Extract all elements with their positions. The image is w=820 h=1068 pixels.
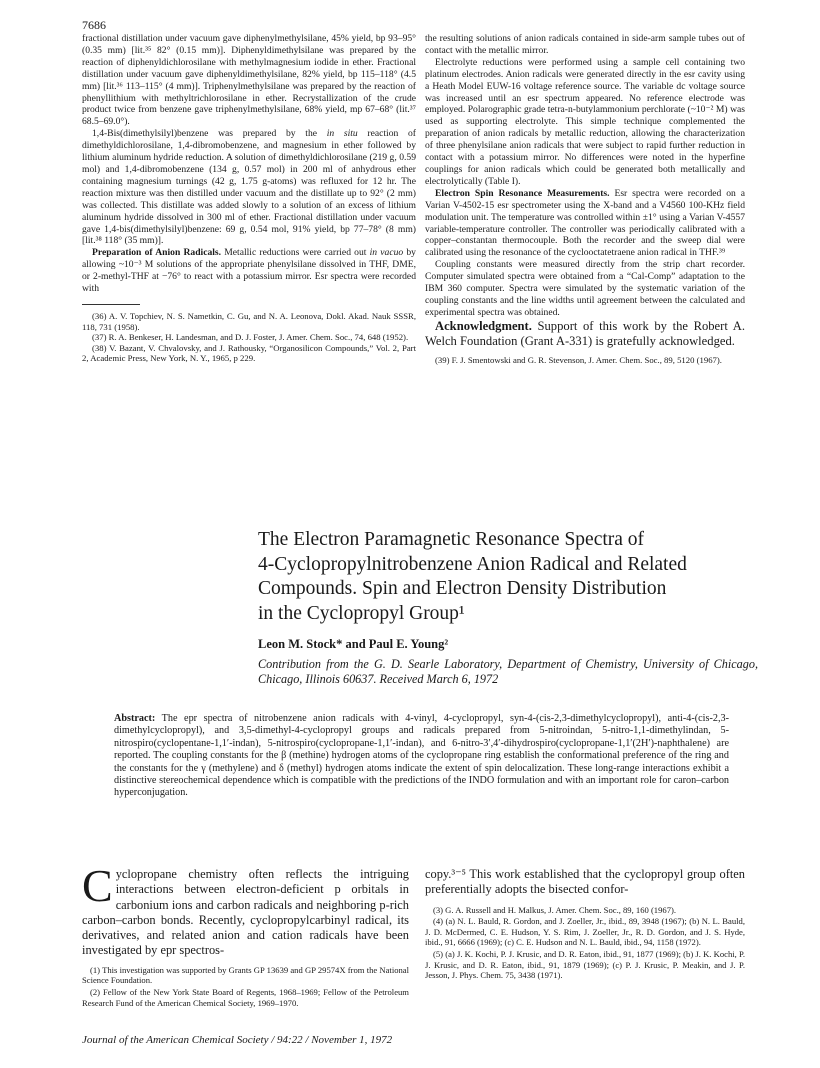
paragraph: Coupling constants were measured directly from the strip chart recorder. Computer simulated spectra were obtained from a “Cal-Comp” adaptation to the IBM 360 computer. Spectra were simulated by the systematic variation of the coupling constants and the line widths until agreement between the calculated and experimental spectra was obtained. — [425, 259, 745, 318]
footnote: (5) (a) J. K. Kochi, P. J. Krusic, and D. R. Eaton, ibid., 91, 1877 (1969); (b) J. K. Kochi, P. J. Krusic, and D. R. Eaton, ibid., 91, 1879 (1969); (c) P. J. Krusic, P. Meakin, and J. P. Jesson, J. Phys. Chem. 75, 3438 (1971). — [425, 948, 745, 981]
footnote: (36) A. V. Topchiev, N. S. Nametkin, C. Gu, and N. A. Leonova, Dokl. Akad. Nauk SSSR, 118, 731 (1958). — [82, 310, 416, 332]
acknowledgment: Acknowledgment. Support of this work by the Robert A. Welch Foundation (Grant A-331) is gratefully acknowledged. — [425, 318, 745, 348]
paragraph: Electrolyte reductions were performed using a sample cell containing two platinum electrodes. Anion radicals were generated directly in the esr cavity using a Heath Model EUW-16 voltage reference source. The variable dc voltage source was increased until an esr spectrum appeared. No reference electrode was employed. Polarographic grade tetra-n-butylammonium perchlorate (~10⁻² M) was used as supporting electrolyte. This simple technique complemented the preparation of anion radicals by metallic reduction, allowing the characterization of three phenylsilane anion radicals that were subject to rapid further reduction in contact with a potassium mirror. No differences were noted in the hyperfine couplings for anion radicals which could be generated both metallically and electrolytically (Table I). — [425, 56, 745, 187]
footnote: (3) G. A. Russell and H. Malkus, J. Amer. Chem. Soc., 89, 160 (1967). — [433, 904, 676, 915]
abstract: Abstract: The epr spectra of nitrobenzene anion radicals with 4-vinyl, 4-cyclopropyl, syn-4-(cis-2,3-dimethylcyclopropyl), anti-4-(cis-2,3-dimethylcyclopropyl), and 3,5-dimethyl-4-cyclopropyl groups and radicals prepared from 5-nitroindan, 5-nitro-1,1-dimethylindan, 5-nitrospiro(cyclopentane-1,1′-indan), 5-nitrospiro(cyclopropane-1,1′-indan), and 6-nitro-3′,4′-dihydrospiro(cyclopropane-1,1′(2H′)-naphthalene) are reported. The coupling constants for the β (methine) hydrogen atoms of the cyclopropane ring establish the conformational preference of the ring and the constants for the γ (methylene) and δ (methyl) hydrogen atoms indicate the extent of spin delocalization. These long-range interactions exhibit a distinctive stereochemical dependence which is compatible with the predictions of the INDO formulation and with an important role for caron–carbon hyperconjugation. — [114, 713, 729, 799]
footnote: (39) F. J. Smentowski and G. R. Stevenson, J. Amer. Chem. Soc., 89, 5120 (1967). — [435, 355, 722, 366]
footnote: (38) V. Bazant, V. Chvalovsky, and J. Rathousky, “Organosilicon Compounds,” Vol. 2, Part 2, Academic Press, New York, N. Y., 1965, p 229. — [82, 342, 416, 364]
footnote: (4) (a) N. L. Bauld, R. Gordon, and J. Zoeller, Jr., ibid., 89, 3948 (1967); (b) N. L. Bauld, J. D. McDermed, C. E. Hudson, Y. S. Rim, J. Zoeller, Jr., R. D. Gordon, and J. S. Hyde, ibid., 91, 6666 (1969); (c) C. E. Hudson and N. L. Bauld, ibid., 94, 1158 (1972). — [425, 916, 745, 948]
article-title: The Electron Paramagnetic Resonance Spectra of 4-Cyclopropylnitrobenzene Anion Radical and Related Compounds. Spin and Electron Density Distribution in the Cyclopropyl Group¹ — [258, 529, 687, 624]
paragraph: the resulting solutions of anion radicals contained in side-arm sample tubes out of contact with the metallic mirror. — [425, 33, 745, 56]
paragraph: fractional distillation under vacuum gave diphenylmethylsilane, 45% yield, bp 93–95° (0.35 mm) [lit.³⁵ 82° (0.15 mm)]. Diphenyldimethylsilane was prepared by the reaction of diphenyldichlorosilane with methylmagnesium iodide in ether. Fractional distillation under vacuum gave diphenyldimethylsilane, 82% yield, bp 115–118° (4.5 mm) [lit.³⁶ 113–115° (4 mm)]. Triphenylmethylsilane was prepared by the reaction of phenyllithium with methyltrichlorosilane in ether. Recrystallization of the crude product twice from benzene gave triphenylmethylsilane, 68% yield, mp 67–68° (lit.³⁷ 68.5–69.0°). — [82, 33, 416, 128]
left-column — [82, 33, 416, 364]
page-number: 7686 — [82, 18, 106, 32]
paragraph: Electron Spin Resonance Measurements. Esr spectra were recorded on a Varian V-4502-15 esr spectrometer using the X-band and a V4560 100-KHz field modulation unit. The temperature was controlled within ±1° using a Varian V-4557 variable-temperature controller. The controller was periodically calibrated with a copper–constantan thermocouple. Both the recorder and the sweep dial were calibrated using the resonance of the cyclooctatetraene anion radical in THF.³⁹ — [425, 187, 746, 259]
drop-cap: C — [82, 860, 113, 911]
footnote-divider — [82, 304, 140, 305]
intro-right: copy.³⁻⁵ This work established that the cyclopropyl group often preferentially adopts the bisected confor- (3) G. A. Russell and H. Malkus, J. Amer. Chem. Soc., 89, 160 (1967). (4) (a) N. L. Bauld, R. Gordon, and J. Zoeller, Jr., ibid., 89, 3948 (1967); (b) N. L. Bauld, J. D. McDermed, C. E. Hudson, Y. S. Rim, J. Zoeller, Jr., R. D. Gordon, and J. S. Hyde, ibid., 91, 6666 (1969); (c) C. E. Hudson and N. L. Bauld, ibid., 94, 1158 (1972). (5) (a) J. K. Kochi, P. J. Krusic, and D. R. Eaton, ibid., 91, 1877 (1969); (b) J. K. Kochi, P. J. Krusic, and D. R. Eaton, ibid., 91, 1879 (1969); (c) P. J. Krusic, P. Meakin, and J. P. Jesson, J. Phys. Chem. 75, 3438 (1971). — [425, 867, 745, 981]
journal-footer: Journal of the American Chemical Society / 94:22 / November 1, 1972 — [82, 1034, 393, 1046]
paragraph: Preparation of Anion Radicals. Metallic reductions were carried out in vacuo by allowing ~10⁻³ M solutions of the appropriate phenylsilane dissolved in THF, DME, or 2-methyl-THF at −76° to react with a potassium mirror. Esr spectra were recorded with — [82, 247, 416, 295]
paragraph: 1,4-Bis(dimethylsilyl)benzene was prepared by the in situ reaction of dimethyldichlorosilane, 1,4-dibromobenzene, and magnesium in ether followed by lithium aluminum hydride reduction. A solution of dimethyldichlorosilane (219 g, 0.59 mol) and 1,4-dibromobenzene (134 g, 0.57 mol) in 200 ml of anhydrous ether containing magnesium turnings (42 g, 1.75 g-atoms) was refluxed for 12 hr. The reaction mixture was then distilled under vacuum and the distillate up to 92° (2 mm) was collected. This distillate was added slowly to a solution of an excess of lithium aluminum hydride dissolved in 300 ml of ether. Fractional distillation under vacuum gave 1,4-bis(dimethylsilyl)benzene: 69 g, 0.54 mol, 91% yield, bp 77–78° (8 mm) [lit.³⁸ 118° (35 mm)]. — [82, 128, 417, 247]
intro-left: Cyclopropane chemistry often reflects the intriguing interactions between electron-deficient p orbitals in carbonium ions and carbon radicals and neighboring p-rich carbon–carbon bonds. Recently, cyclopropylcarbinyl radical, its derivatives, and related anion and cation radicals have been investigated by epr spectros- (1) This investigation was supported by Grants GP 13639 and GP 29574X from the National Science Foundation. (2) Fellow of the New York State Board of Regents, 1968–1969; Fellow of the Petroleum Research Fund of the American Chemical Society, 1969–1970. — [82, 860, 409, 1008]
right-column — [425, 33, 745, 366]
authors: Leon M. Stock* and Paul E. Young² — [258, 637, 449, 651]
footnote: (1) This investigation was supported by Grants GP 13639 and GP 29574X from the National Science Foundation. — [82, 964, 409, 986]
affiliation: Contribution from the G. D. Searle Laboratory, Department of Chemistry, University of Chicago, Chicago, Illinois 60637. Received March 6, 1972 — [258, 657, 758, 686]
footnote: (37) R. A. Benkeser, H. Landesman, and D. J. Foster, J. Amer. Chem. Soc., 74, 648 (1952). — [92, 332, 409, 343]
footnote: (2) Fellow of the New York State Board of Regents, 1968–1969; Fellow of the Petroleum Research Fund of the American Chemical Society, 1969–1970. — [82, 986, 409, 1008]
